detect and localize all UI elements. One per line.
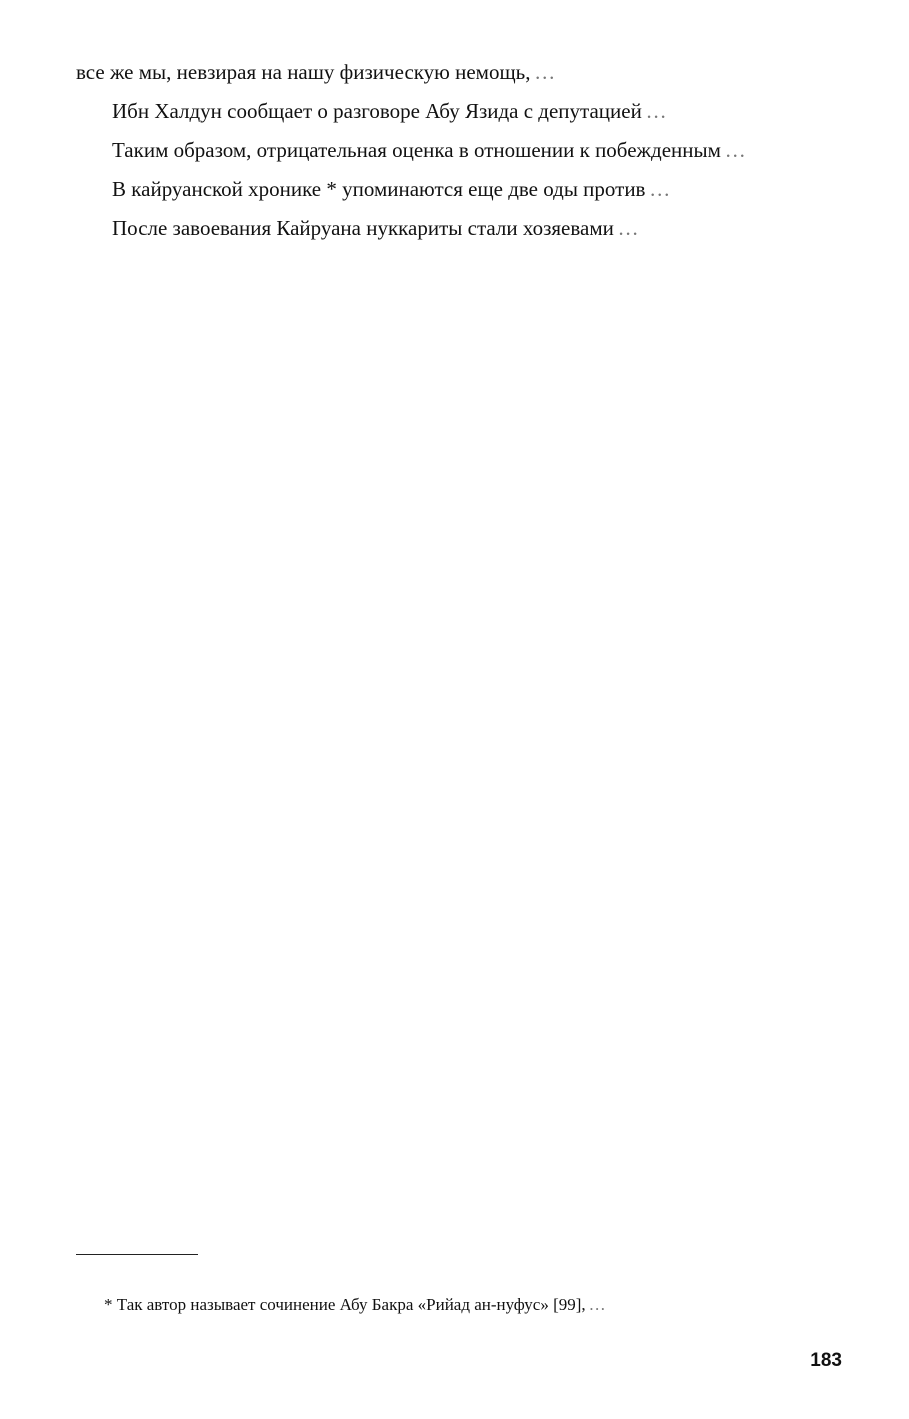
paragraph-1-excerpt: все же мы, невзирая на нашу физическую немощь, [76,60,531,84]
elision-mark: … [535,60,555,84]
footnote-excerpt: * Так автор называет сочинение Абу Бакра «Рийад ан-нуфус» [99], [104,1295,586,1314]
paragraph-2-excerpt: Ибн Халдун сообщает о разговоре Абу Язида с депутацией [112,99,642,123]
paragraph-2 [76,97,842,126]
paragraph-5 [76,214,842,243]
elision-mark: … [650,177,670,201]
paragraph-3-excerpt: Таким образом, отрицательная оценка в отношении к побежденным [112,138,721,162]
elision-mark: … [647,99,666,123]
elision-mark: … [589,1295,606,1314]
elision-mark: … [619,216,638,240]
footnote-rule [76,1254,198,1255]
paragraph-5-excerpt: После завоевания Кайруана нуккариты стали хозяевами [112,216,614,240]
paragraph-3 [76,136,842,165]
book-page [76,58,842,1388]
paragraph-4-excerpt: В кайруанской хронике * упоминаются еще две оды против [112,177,646,201]
elision-mark: … [726,138,745,162]
page-number: 183 [810,1350,842,1371]
paragraph-1 [76,58,842,87]
paragraph-4 [76,175,842,204]
footnote [76,1293,842,1317]
